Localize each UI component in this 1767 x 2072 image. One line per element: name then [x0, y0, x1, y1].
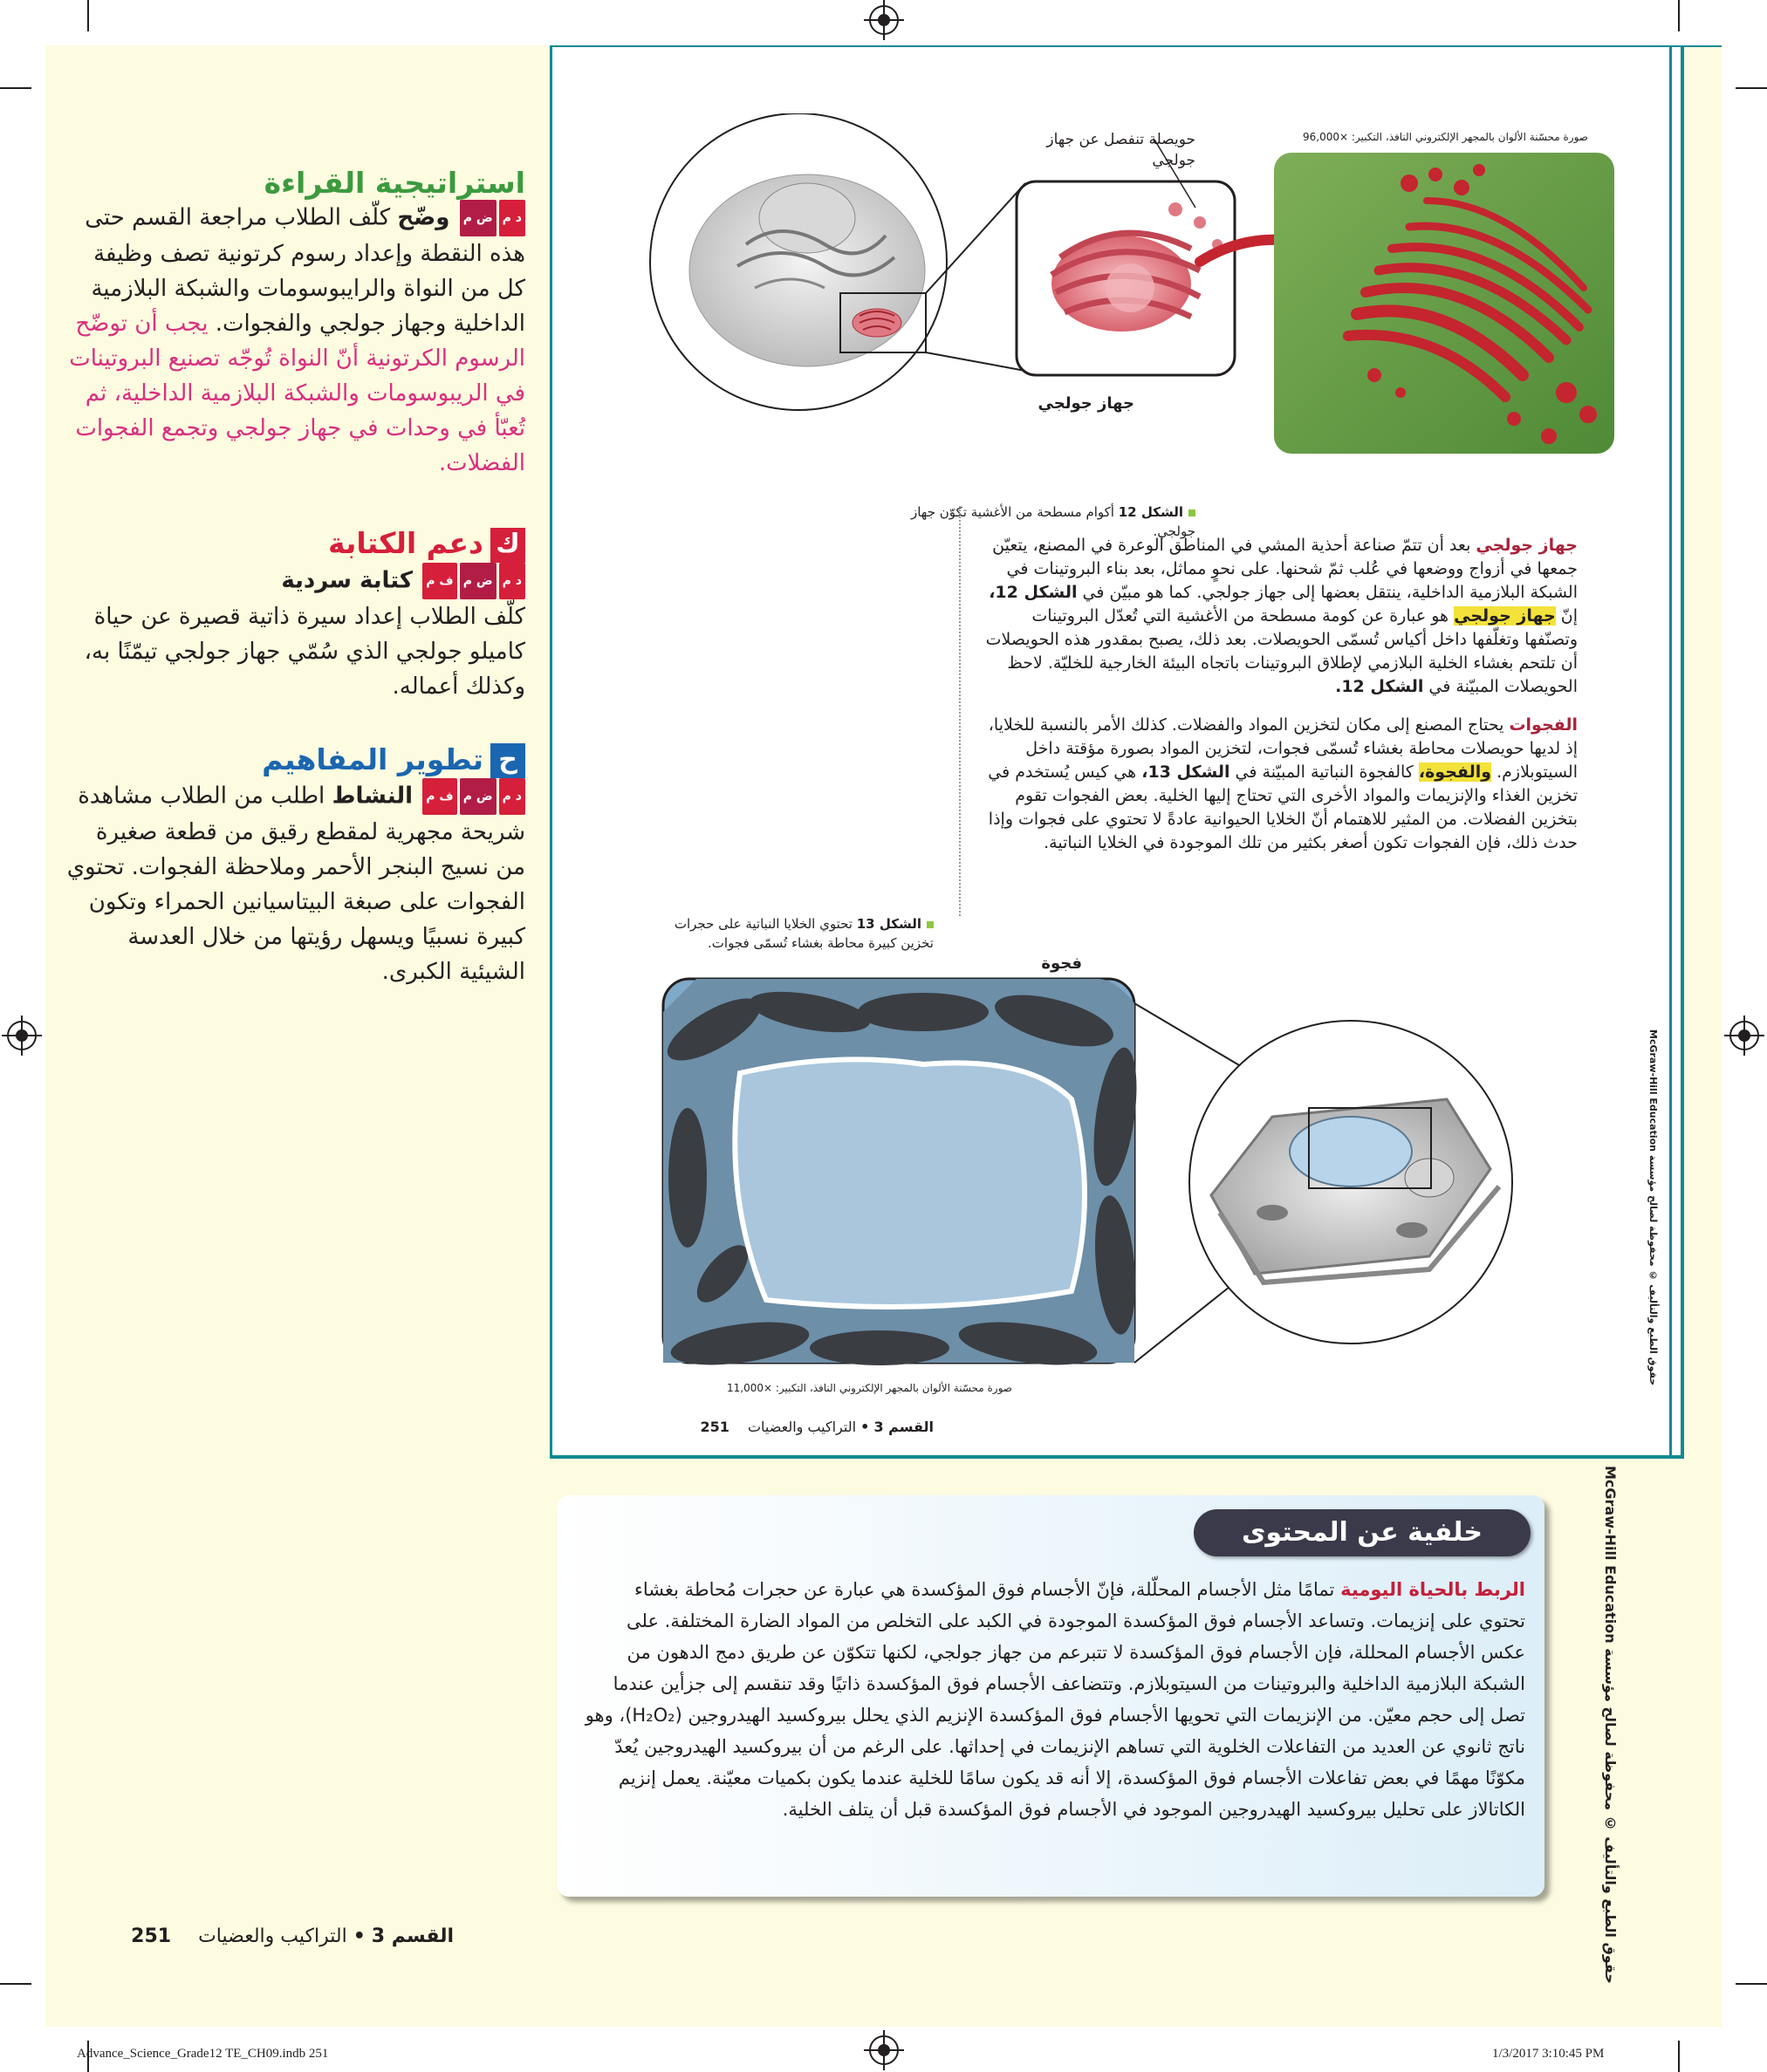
page-footer: القسم 3 • التراكيب والعضيات 251	[131, 1925, 454, 1947]
tag-1: د م	[499, 563, 525, 599]
tag-2: ض م	[460, 200, 497, 236]
clarify-lead: وضّح	[397, 204, 450, 231]
reading-strategy-title: استراتيجية القراءة	[264, 166, 525, 200]
tag-1: د م	[499, 200, 525, 236]
teal-top-line	[550, 45, 1722, 47]
vacuole-interior	[735, 1059, 1085, 1307]
figure-12-ref-inline-2: الشكل 12.	[1335, 677, 1424, 696]
caption-bullet-icon	[927, 921, 934, 928]
narrative-writing-lead: كتابة سردية	[281, 567, 414, 593]
tag-2: ض م	[460, 778, 497, 815]
copyright-small: McGraw-Hill Education حقوق الطبع والتأليف © محفوظة لصالح مؤسسة	[1647, 1029, 1659, 1386]
golgi-label: جهاز جولجي	[1038, 394, 1134, 413]
figure-13-ref-inline: الشكل 13،	[1141, 762, 1230, 782]
figure-13-caption	[663, 914, 934, 953]
vesicle-label: حويصلة تنفصل عن جهاز جولجي	[1046, 131, 1195, 169]
activity-lead: النشاط	[332, 783, 414, 810]
figure-13-ref: الشكل 13	[856, 916, 921, 932]
right-margin-panel	[1684, 45, 1722, 2027]
figure-12-micrograph-caption: صورة محسّنة الألوان بالمجهر الإلكتروني النافذ، التكبير: ×96,000	[1303, 131, 1588, 143]
golgi-highlight: جهاز جولجي	[1454, 606, 1556, 626]
tag-1: د م	[499, 778, 525, 815]
teal-right-rule	[1669, 45, 1672, 1459]
vacuoles-term: الفجوات	[1509, 715, 1578, 735]
golgi-term: جهاز جولجي	[1476, 536, 1578, 555]
page-number: 251	[131, 1925, 172, 1947]
registration-mark-left	[7, 1021, 37, 1050]
registration-mark-right	[1729, 1021, 1759, 1050]
reading-strategy-answer: يجب أن توضّح الرسوم الكرتونية أنّ النواة تُوجّه تصنيع البروتينات في الريبوسومات والشبكة البلازمية الداخلية، ثم تُعبّأ في وحدات في جهاز جولجي وتجمع الفجوات الفضلات.	[69, 311, 525, 476]
content-background-text: الربط بالحياة اليومية تمامًا مثل الأجسام المحلّلة، فإنّ الأجسام فوق المؤكسدة هي عبارة عن حجرات مُحاطة بغشاء تحتوي على إنزيمات. وتساعد الأجسام فوق المؤكسدة الموجودة في الكبد على التخلص من المواد الضارة المختلفة. على عكس الأجسام المحللة، فإن الأجسام فوق المؤكسدة لا تتبرعم من جهاز جولجي، لكنها تتكوّن عن طريق دمج الدهون من الشبكة البلازمية الداخلية والبروتينات من السيتوبلازم. وتتضاعف الأجسام فوق المؤكسدة ذاتيًا وقد تنقسم إلى جزأين عندما تصل إلى حجم معيّن. من الإنزيمات التي تحويها الأجسام فوق المؤكسدة الإنزيم الذي يحلل بيروكسيد الهيدروجين (H₂O₂)، وهو ناتج ثانوي عن العديد من التفاعلات الخلوية التي تساهم الإنزيمات في إحداثها. على الرغم من أن بيروكسيد الهيدروجين يُعدّ مكوّنًا مهمًا في بعض تفاعلات الأجسام فوق المؤكسدة، إلا أنه قد يكون سامًا للخلية عندما يكون بكميات معيّنة. يعمل إنزيم الكاتالاز على تحليل بيروكسيد الهيدروجين الموجود في الأجسام فوق المؤكسدة قبل أن يتلف الخلية.	[585, 1579, 1525, 1820]
tag-3: ف م	[422, 778, 456, 815]
concepts-icon: ح	[490, 743, 525, 778]
concept-development-text: اطلب من الطلاب مشاهدة شريحة مجهرية لمقطع رقيق من قطعة صغيرة من نسيج البنجر الأحمر وملاحظة الفجوات. تحتوي الفجوات على صبغة البيتاسيانين الحمراء وتكون كبيرة نسبيًا ويسهل رؤيتها من خلال العدسة الشيئية الكبرى.	[66, 783, 525, 985]
writing-support-title: دعم الكتابة	[327, 526, 483, 560]
reading-strategy-text: كلّف الطلاب مراجعة القسم حتى هذه النقطة وإعداد رسوم كرتونية تصف وظيفة كل من النواة والرايبوسومات والشبكة البلازمية الداخلية وجهاز جولجي والفجوات.	[85, 204, 525, 337]
caption-bullet-icon	[1188, 509, 1195, 516]
figure-13-caption-text: تحتوي الخلايا النباتية على حجرات تخزين كبيرة محاطة بغشاء تُسمّى فجوات.	[674, 916, 934, 951]
content-background-title: خلفية عن المحتوى	[1194, 1509, 1531, 1556]
golgi-paragraph: جهاز جولجي بعد أن تتمّ صناعة أحذية المشي في المناطق الوعرة في المصنع، يتعيّن جمعها في أزواج ووضعها في عُلب ثمّ شحنها. على نحوٍ مماثل، بعد بناء البروتينات في الشبكة البلازمية الداخلية، ينتقل بعضها إلى جهاز جولجي. كما هو مبيّن في الشكل 12، إنّ جهاز جولجي هو عبارة عن كومة مسطحة من الأغشية التي تُعدّل البروتينات وتصنّفها وتغلّفها داخل أكياس تُسمّى الحويصلات. بعد ذلك، يصبح بمقدور هذه الحويصلات أن تلتحم بغشاء الخلية البلازمي لإطلاق البروتينات باتجاه البيئة الخارجية للخليّة. لاحظ الحويصلات المبيّنة في الشكل 12.	[985, 536, 1578, 696]
slug-file: Advance_Science_Grade12 TE_CH09.indb 251	[77, 2047, 329, 2061]
reading-strategy-section	[63, 166, 525, 481]
vacuole-label: فجوة	[1041, 954, 1082, 973]
writing-support-section	[63, 526, 525, 704]
student-page-number: 251	[700, 1419, 729, 1435]
tag-2: ض م	[460, 563, 497, 599]
golgi-micrograph	[1274, 153, 1614, 454]
figure-13-micrograph-caption: صورة محسّنة الألوان بالمجهر الإلكتروني النافذ، التكبير: ×11,000	[727, 1382, 1012, 1394]
tag-3: ف م	[422, 563, 456, 599]
concept-development-section	[63, 742, 525, 990]
figure-13-illustration	[661, 977, 1543, 1378]
copyright-large: McGraw-Hill Education حقوق الطبع والتأليف © محفوظة لصالح مؤسسة	[1602, 1466, 1619, 1984]
daily-life-lead: الربط بالحياة اليومية	[1340, 1579, 1525, 1600]
writing-support-text: كلّف الطلاب إعداد سيرة ذاتية قصيرة عن حياة كاميلو جولجي الذي سُمّي جهاز جولجي تيمّنًا به، وكذلك أعماله.	[84, 603, 525, 700]
figure-12-caption-text: أكوام مسطحة من الأغشية تكوّن جهاز جولجي.	[910, 504, 1195, 539]
column-divider	[959, 506, 961, 916]
figure-12-ref: الشكل 12	[1118, 504, 1183, 520]
slug-date: 1/3/2017 3:10:45 PM	[1492, 2047, 1605, 2061]
registration-mark-bottom	[869, 2035, 899, 2065]
vacuoles-paragraph: الفجوات يحتاج المصنع إلى مكان لتخزين المواد والفضلات. كذلك الأمر بالنسبة للخلايا، إذ لديها حويصلات محاطة بغشاء تُسمّى فجوات، لتخزين المواد بصورة مؤقتة داخل السيتوبلازم. والفجوة، كالفجوة النباتية المبيّنة في الشكل 13، هي كيس يُستخدم في تخزين الغذاء والإنزيمات والمواد الأخرى التي تحتاج إليها الخلية. بعض الفجوات تقوم بتخزين الفضلات. من المثير للاهتمام أنّ الخلايا الحيوانية عادةً لا تحتوي على فجوات وإذا حدث ذلك، فإن الفجوات تكون أصغر بكثير من تلك الموجودة في الخلايا النباتية.	[988, 715, 1578, 852]
concept-development-title: تطوير المفاهيم	[262, 742, 483, 776]
student-page-footer: القسم 3 • التراكيب والعضيات 251	[700, 1419, 934, 1435]
sidebar	[63, 166, 525, 989]
vacuole-highlight: والفجوة،	[1418, 762, 1492, 782]
registration-mark-top	[869, 5, 899, 35]
writing-icon: ك	[490, 528, 525, 563]
figure-12-ref-inline: الشكل 12،	[989, 583, 1078, 602]
